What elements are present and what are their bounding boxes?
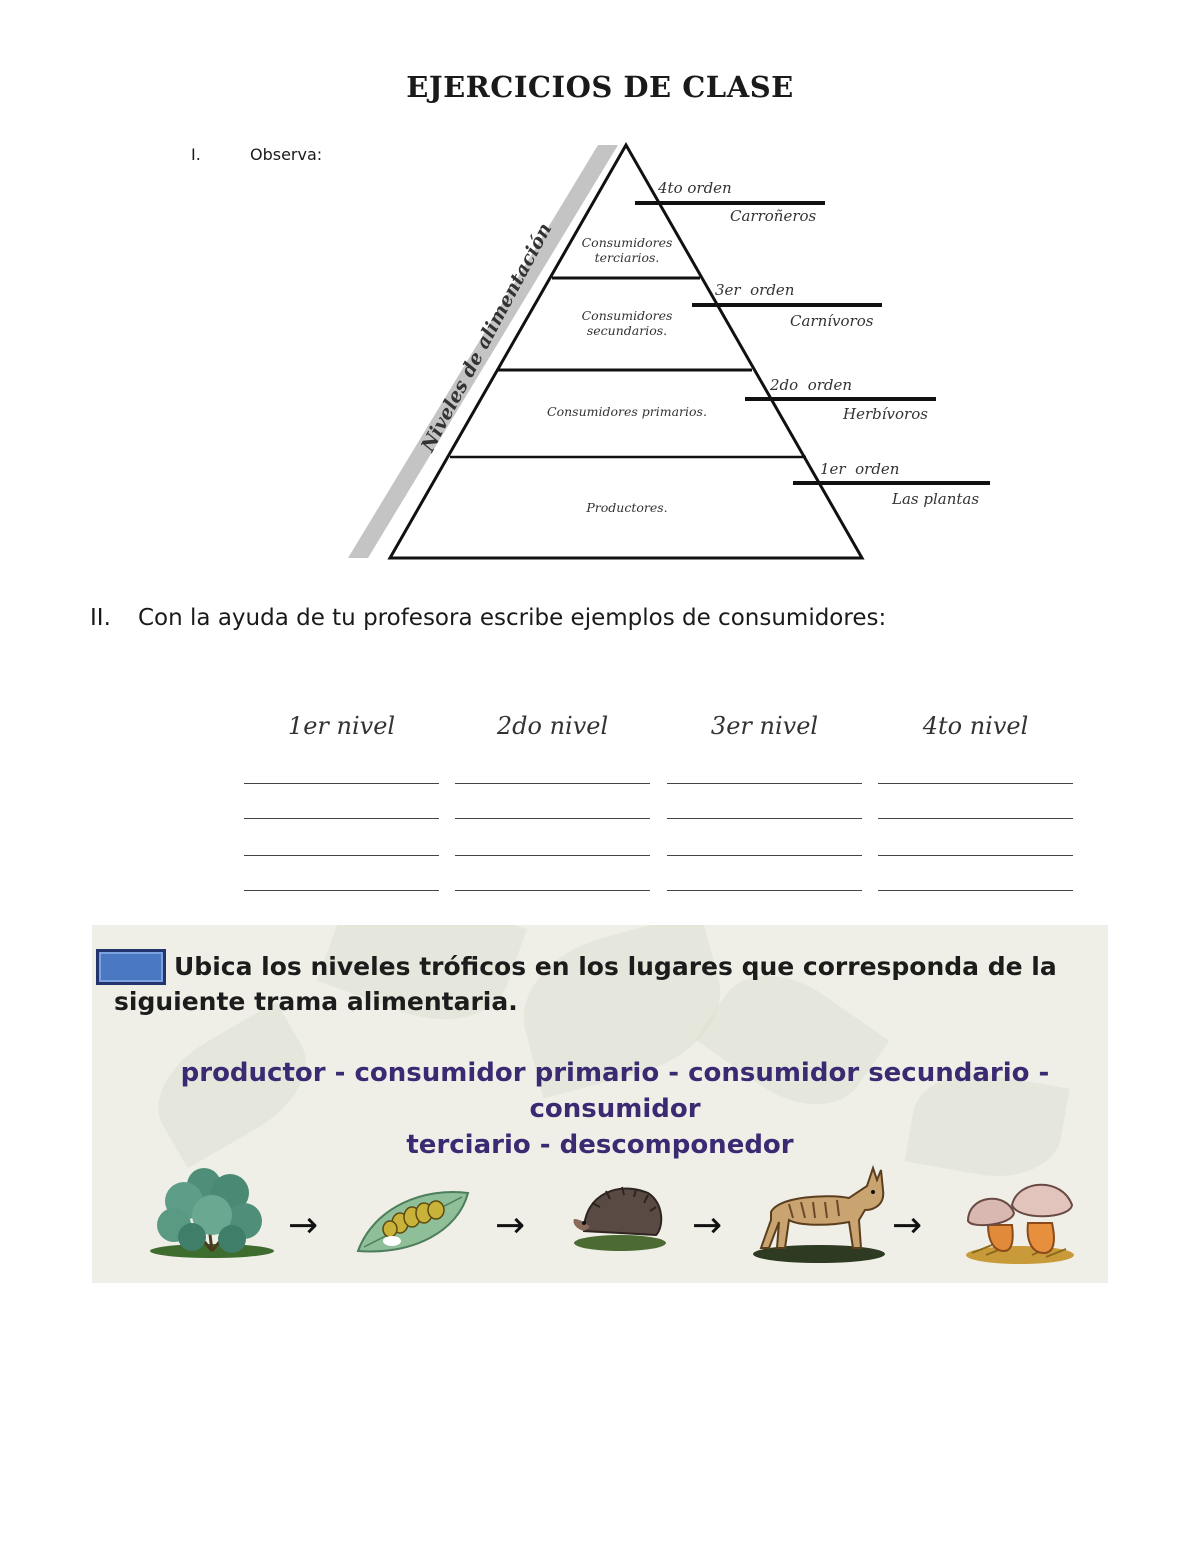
column-header-3: 3er nivel bbox=[710, 712, 819, 740]
answer-blank-line[interactable] bbox=[455, 818, 650, 819]
trophic-terms-line-2: terciario - descomponedor bbox=[406, 1130, 794, 1160]
answer-blank-line[interactable] bbox=[455, 855, 650, 856]
level-label-tertiary: Consumidores terciarios. bbox=[581, 235, 673, 265]
group-label-3: Carnívoros bbox=[790, 312, 874, 330]
lynx-icon bbox=[749, 1160, 889, 1265]
answer-blank-line[interactable] bbox=[455, 783, 650, 784]
arrow-2: → bbox=[495, 1205, 526, 1246]
arrow-1: → bbox=[288, 1205, 319, 1246]
trophic-terms-line-1: productor - consumidor primario - consumidor secundario - consumidor bbox=[180, 1058, 1050, 1124]
answer-blank-line[interactable] bbox=[878, 818, 1073, 819]
trophic-pyramid-diagram bbox=[340, 140, 1000, 565]
level-label-producers: Productores. bbox=[586, 500, 668, 515]
answer-blank-line[interactable] bbox=[455, 890, 650, 891]
mushroom-icon bbox=[962, 1175, 1080, 1265]
answer-blank-line[interactable] bbox=[244, 890, 439, 891]
column-header-2: 2do nivel bbox=[496, 712, 609, 740]
panel-instruction-text: Ubica los niveles tróficos en los lugares que corresponda de la siguiente trama alimentaria. bbox=[114, 952, 1057, 1016]
arrow-4: → bbox=[892, 1205, 923, 1246]
group-label-1: Las plantas bbox=[892, 490, 980, 508]
level-label-secondary: Consumidores secundarios. bbox=[581, 308, 673, 338]
section-1-number: I. bbox=[191, 145, 201, 164]
answer-blank-line[interactable] bbox=[244, 818, 439, 819]
column-header-4: 4to nivel bbox=[922, 712, 1029, 740]
section-2-number: II. bbox=[90, 605, 111, 631]
answer-blank-line[interactable] bbox=[667, 818, 862, 819]
answer-blank-line[interactable] bbox=[667, 783, 862, 784]
section-1-label: Observa: bbox=[250, 145, 323, 164]
group-label-4: Carroñeros bbox=[730, 207, 817, 225]
answer-blank-line[interactable] bbox=[667, 890, 862, 891]
answer-blank-line[interactable] bbox=[878, 783, 1073, 784]
order-label-2: 2do orden bbox=[770, 376, 853, 394]
panel-instruction bbox=[114, 949, 1094, 1019]
arrow-3: → bbox=[692, 1205, 723, 1246]
trophic-terms bbox=[92, 1055, 1108, 1163]
answer-blank-line[interactable] bbox=[667, 855, 862, 856]
group-label-2: Herbívoros bbox=[843, 405, 928, 423]
caterpillar-icon bbox=[354, 1187, 472, 1257]
section-2-heading bbox=[90, 605, 886, 631]
section-2-text: Con la ayuda de tu profesora escribe ejemplos de consumidores: bbox=[138, 605, 887, 631]
food-chain-panel bbox=[92, 925, 1108, 1283]
answer-blank-line[interactable] bbox=[878, 855, 1073, 856]
hedgehog-icon bbox=[570, 1173, 670, 1253]
order-label-1: 1er orden bbox=[820, 460, 900, 478]
order-label-3: 3er orden bbox=[715, 281, 795, 299]
column-header-1: 1er nivel bbox=[287, 712, 396, 740]
answer-blank-line[interactable] bbox=[878, 890, 1073, 891]
pyramid-side-label: Niveles de alimentación bbox=[416, 219, 557, 456]
plant-icon bbox=[144, 1163, 279, 1263]
order-label-4: 4to orden bbox=[658, 179, 732, 197]
page-title: EJERCICIOS DE CLASE bbox=[406, 70, 794, 104]
level-label-primary: Consumidores primarios. bbox=[547, 404, 707, 419]
answer-blank-line[interactable] bbox=[244, 855, 439, 856]
answer-blank-line[interactable] bbox=[244, 783, 439, 784]
